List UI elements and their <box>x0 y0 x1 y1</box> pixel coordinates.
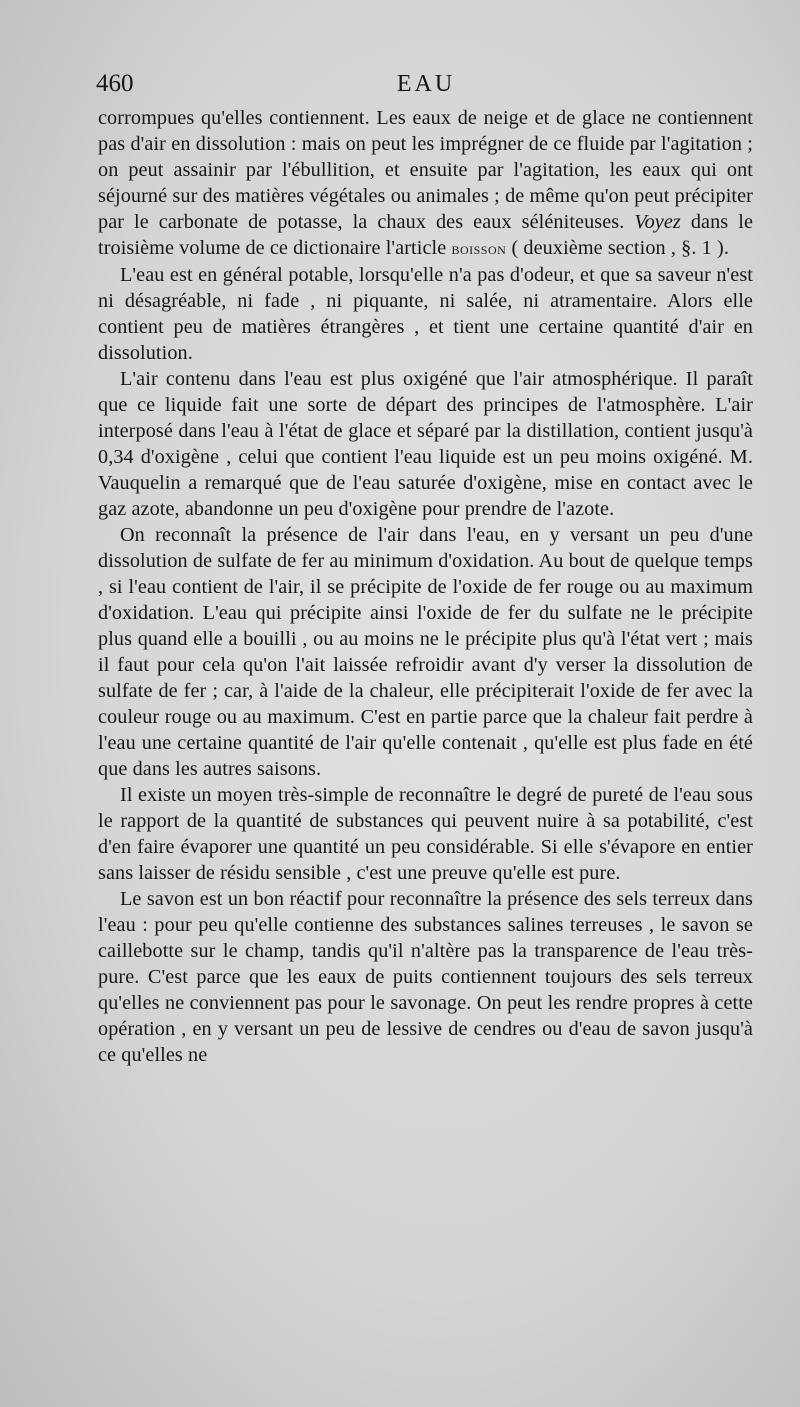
paragraph-5: Il existe un moyen très-simple de reconnaître le degré de pureté de l'eau sous le rapport de la quantité de substances qui peuvent nuire à sa potabilité, c'est d'en faire évaporer une quantité un peu considérable. Si elle s'évapore en entier sans laisser de résidu sensible , c'est une preuve qu'elle est pure. <box>98 784 753 884</box>
paragraph-4: On reconnaît la présence de l'air dans l'eau, en y versant un peu d'une dissolution de sulfate de fer au minimum d'oxidation. Au bout de quelque temps , si l'eau contient de l'air, il se précipite de l'oxide de fer rouge ou au maximum d'oxidation. L'eau qui précipite ainsi l'oxide de fer du sulfate ne le précipite plus quand elle a bouilli , ou au moins ne le précipite plus qu'à l'état vert ; mais il faut pour cela qu'on l'ait laissée refroidir avant d'y verser la dissolution de sulfate de fer ; car, à l'aide de la chaleur, elle précipiterait l'oxide de fer avec la couleur rouge ou au maximum. C'est en partie parce que la chaleur fait perdre à l'eau une certaine quantité de l'air qu'elle contenait , qu'elle est plus fade en été que dans les autres saisons. <box>98 524 753 780</box>
cross-reference-text: dans le troisième volume de ce dictionaire l'article <box>98 211 754 259</box>
paragraph-3: L'air contenu dans l'eau est plus oxigéné que l'air atmosphérique. Il paraît que ce liquide fait une sorte de départ des principes de l'atmosphère. L'air interposé dans l'eau à l'état de glace et séparé par la distillation, contient jusqu'à 0,34 d'oxigène , celui que contient l'eau liquide est un peu moins oxigéné. M. Vauquelin a remarqué que de l'eau saturée d'oxigène, mise en contact avec le gaz azote, abandonne un peu d'oxigène pour prendre de l'azote. <box>98 368 753 520</box>
page-header <box>96 66 756 102</box>
running-title: EAU <box>396 71 456 97</box>
page-number: 460 <box>96 70 134 97</box>
cross-reference-article: boisson <box>451 239 507 258</box>
paragraph-1 <box>98 105 753 262</box>
paragraph-1-text: corrompues qu'elles contiennent. Les eaux de neige et de glace ne contiennent pas d'air en dissolution : mais on peut les imprégner de ce fluide par l'agitation ; on peut assainir par l'ébullition, et ensuite par l'agitation, les eaux qui ont séjourné sur des matières végétales ou animales ; de même qu'on peut précipiter par le carbonate de potasse, la chaux des eaux séléniteuses. <box>98 107 753 233</box>
body-text <box>98 105 753 1068</box>
cross-reference-section: ( deuxième section , §. 1 ). <box>511 237 729 259</box>
paragraph-6: Le savon est un bon réactif pour reconnaître la présence des sels terreux dans l'eau : pour peu qu'elle contienne des substances salines terreuses , le savon se caillebotte sur le champ, tandis qu'il n'altère pas la transparence de l'eau très-pure. C'est parce que les eaux de puits contiennent toujours des sels terreux qu'elles ne conviennent pas pour le savonage. On peut les rendre propres à cette opération , en y versant un peu de lessive de cendres ou d'eau de savon jusqu'à ce qu'elles ne <box>98 888 753 1066</box>
paragraph-2: L'eau est en général potable, lorsqu'elle n'a pas d'odeur, et que sa saveur n'est ni désagréable, ni fade , ni piquante, ni salée, ni atramentaire. Alors elle contient peu de matières étrangères , et tient une certaine quantité d'air en dissolution. <box>98 264 753 364</box>
cross-reference-voyez: Voyez <box>634 211 681 233</box>
